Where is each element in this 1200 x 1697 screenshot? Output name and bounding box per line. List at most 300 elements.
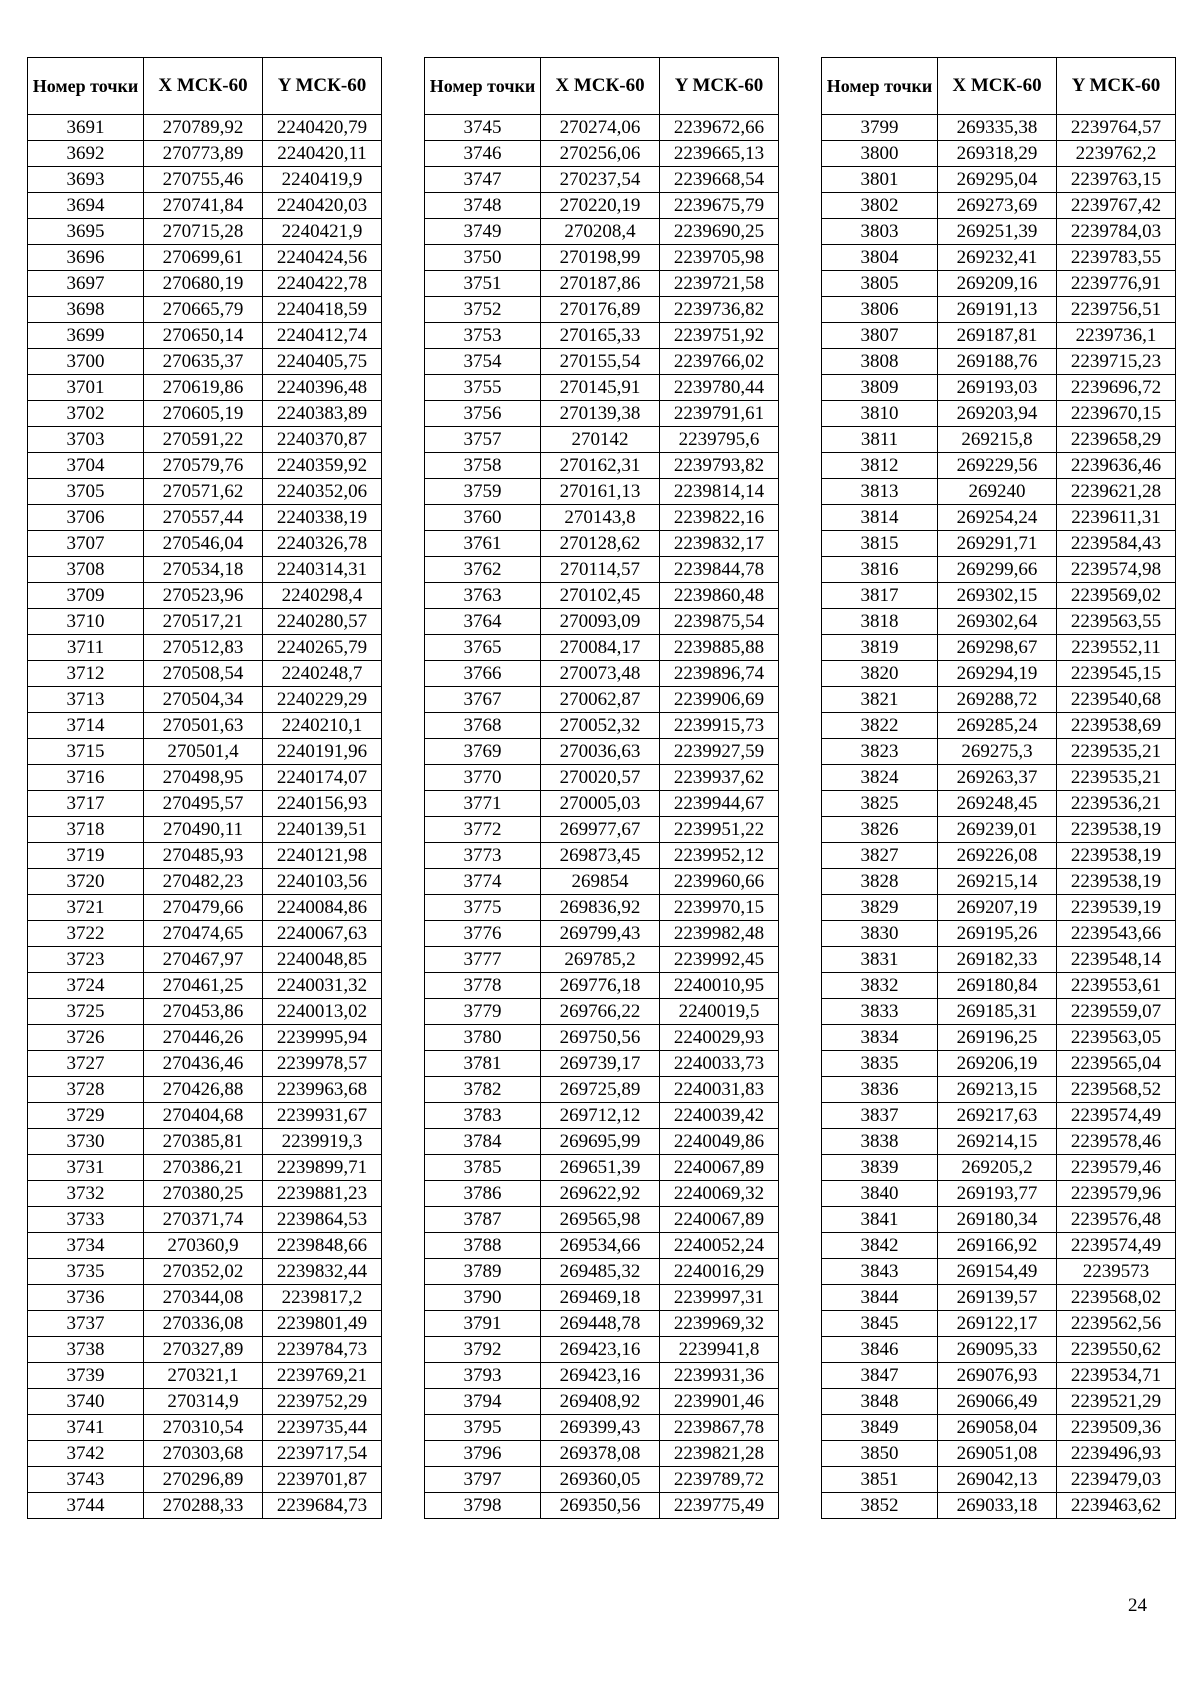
table-row <box>28 739 382 765</box>
point-number-cell: 3772 <box>425 817 541 843</box>
y-coordinate-cell: 2239791,61 <box>660 401 779 427</box>
y-coordinate-cell: 2239969,32 <box>660 1311 779 1337</box>
point-number-header: Номер точки <box>425 58 541 115</box>
table-row <box>425 843 779 869</box>
y-coordinate-cell: 2239690,25 <box>660 219 779 245</box>
x-coordinate-cell: 270741,84 <box>144 193 263 219</box>
table-row <box>28 1077 382 1103</box>
table-row <box>28 999 382 1025</box>
x-coordinate-cell: 269350,56 <box>541 1493 660 1519</box>
x-coordinate-cell: 269739,17 <box>541 1051 660 1077</box>
table-row <box>28 193 382 219</box>
y-coordinate-cell: 2240019,5 <box>660 999 779 1025</box>
table-row <box>425 401 779 427</box>
table-row <box>28 245 382 271</box>
point-number-cell: 3812 <box>822 453 938 479</box>
y-coordinate-cell: 2240326,78 <box>263 531 382 557</box>
table-row <box>822 1025 1176 1051</box>
x-coordinate-cell: 269180,34 <box>938 1207 1057 1233</box>
x-coordinate-cell: 270482,23 <box>144 869 263 895</box>
table-row <box>822 1311 1176 1337</box>
y-coordinate-cell: 2239901,46 <box>660 1389 779 1415</box>
x-coordinate-cell: 270005,03 <box>541 791 660 817</box>
table-row <box>822 1389 1176 1415</box>
table-row <box>822 921 1176 947</box>
table-row <box>822 1207 1176 1233</box>
table-row <box>425 713 779 739</box>
table-row <box>822 1415 1176 1441</box>
table-row <box>28 141 382 167</box>
y-coordinate-cell: 2240280,57 <box>263 609 382 635</box>
y-coordinate-cell: 2239701,87 <box>263 1467 382 1493</box>
table-row <box>425 895 779 921</box>
point-number-cell: 3826 <box>822 817 938 843</box>
table-row <box>28 1207 382 1233</box>
y-coordinate-cell: 2239548,14 <box>1057 947 1176 973</box>
table-row <box>425 219 779 245</box>
y-coordinate-cell: 2239899,71 <box>263 1155 382 1181</box>
x-coordinate-cell: 270128,62 <box>541 531 660 557</box>
y-coordinate-cell: 2240029,93 <box>660 1025 779 1051</box>
point-number-cell: 3821 <box>822 687 938 713</box>
point-number-cell: 3692 <box>28 141 144 167</box>
y-coordinate-cell: 2240420,79 <box>263 115 382 141</box>
table-row <box>822 817 1176 843</box>
point-number-cell: 3851 <box>822 1467 938 1493</box>
point-number-cell: 3796 <box>425 1441 541 1467</box>
table-row <box>28 323 382 349</box>
x-coordinate-cell: 269485,32 <box>541 1259 660 1285</box>
y-coordinate-cell: 2239915,73 <box>660 713 779 739</box>
y-coordinate-cell: 2240121,98 <box>263 843 382 869</box>
y-coordinate-cell: 2239568,52 <box>1057 1077 1176 1103</box>
table-row <box>822 661 1176 687</box>
table-row <box>822 167 1176 193</box>
x-coordinate-cell: 269836,92 <box>541 895 660 921</box>
x-coordinate-cell: 269799,43 <box>541 921 660 947</box>
x-coordinate-cell: 270446,26 <box>144 1025 263 1051</box>
x-coordinate-cell: 269335,38 <box>938 115 1057 141</box>
x-coordinate-cell: 270310,54 <box>144 1415 263 1441</box>
point-number-cell: 3702 <box>28 401 144 427</box>
y-coordinate-cell: 2239848,66 <box>263 1233 382 1259</box>
y-coordinate-cell: 2240049,86 <box>660 1129 779 1155</box>
table-row <box>425 1129 779 1155</box>
x-coordinate-cell: 269408,92 <box>541 1389 660 1415</box>
x-coordinate-cell: 270436,46 <box>144 1051 263 1077</box>
table-row <box>28 921 382 947</box>
x-coordinate-cell: 269042,13 <box>938 1467 1057 1493</box>
y-coordinate-cell: 2239574,98 <box>1057 557 1176 583</box>
y-coordinate-cell: 2239611,31 <box>1057 505 1176 531</box>
x-coordinate-cell: 269977,67 <box>541 817 660 843</box>
x-coordinate-cell: 270665,79 <box>144 297 263 323</box>
table-row <box>822 869 1176 895</box>
table-row <box>425 1051 779 1077</box>
point-number-cell: 3843 <box>822 1259 938 1285</box>
point-number-cell: 3699 <box>28 323 144 349</box>
y-coordinate-cell: 2239665,13 <box>660 141 779 167</box>
point-number-cell: 3691 <box>28 115 144 141</box>
y-coordinate-cell: 2239509,36 <box>1057 1415 1176 1441</box>
point-number-cell: 3729 <box>28 1103 144 1129</box>
point-number-cell: 3794 <box>425 1389 541 1415</box>
x-coordinate-cell: 269622,92 <box>541 1181 660 1207</box>
y-coordinate-cell: 2239550,62 <box>1057 1337 1176 1363</box>
y-coordinate-cell: 2239951,22 <box>660 817 779 843</box>
point-number-cell: 3823 <box>822 739 938 765</box>
y-coordinate-cell: 2240422,78 <box>263 271 382 297</box>
point-number-cell: 3811 <box>822 427 938 453</box>
point-number-cell: 3732 <box>28 1181 144 1207</box>
table-row <box>28 401 382 427</box>
x-coordinate-cell: 269232,41 <box>938 245 1057 271</box>
point-number-cell: 3790 <box>425 1285 541 1311</box>
table-row <box>28 1493 382 1519</box>
x-coordinate-cell: 270084,17 <box>541 635 660 661</box>
x-coordinate-cell: 269193,03 <box>938 375 1057 401</box>
table-row <box>425 583 779 609</box>
x-coordinate-cell: 270619,86 <box>144 375 263 401</box>
x-coordinate-cell: 270715,28 <box>144 219 263 245</box>
table-row <box>425 817 779 843</box>
y-coordinate-cell: 2239573 <box>1057 1259 1176 1285</box>
x-coordinate-cell: 270352,02 <box>144 1259 263 1285</box>
table-row <box>425 245 779 271</box>
x-coordinate-cell: 270453,86 <box>144 999 263 1025</box>
point-number-cell: 3695 <box>28 219 144 245</box>
x-coordinate-cell: 270501,4 <box>144 739 263 765</box>
y-coordinate-cell: 2240265,79 <box>263 635 382 661</box>
point-number-cell: 3705 <box>28 479 144 505</box>
x-coordinate-cell: 269195,26 <box>938 921 1057 947</box>
point-number-cell: 3782 <box>425 1077 541 1103</box>
table-row <box>28 1233 382 1259</box>
x-coordinate-cell: 270187,86 <box>541 271 660 297</box>
y-coordinate-cell: 2239762,2 <box>1057 141 1176 167</box>
point-number-cell: 3754 <box>425 349 541 375</box>
y-coordinate-cell: 2240010,95 <box>660 973 779 999</box>
x-coordinate-cell: 269302,64 <box>938 609 1057 635</box>
table-row <box>28 479 382 505</box>
table-row <box>28 531 382 557</box>
x-coordinate-cell: 269298,67 <box>938 635 1057 661</box>
y-coordinate-cell: 2239579,96 <box>1057 1181 1176 1207</box>
x-coordinate-cell: 269285,24 <box>938 713 1057 739</box>
y-coordinate-cell: 2239784,03 <box>1057 219 1176 245</box>
table-row <box>425 1311 779 1337</box>
y-coordinate-cell: 2240210,1 <box>263 713 382 739</box>
table-row <box>425 1493 779 1519</box>
point-number-cell: 3742 <box>28 1441 144 1467</box>
y-coordinate-cell: 2240103,56 <box>263 869 382 895</box>
y-coordinate-cell: 2239552,11 <box>1057 635 1176 661</box>
y-coordinate-cell: 2239684,73 <box>263 1493 382 1519</box>
y-coordinate-cell: 2239784,73 <box>263 1337 382 1363</box>
point-number-cell: 3815 <box>822 531 938 557</box>
y-coordinate-cell: 2239817,2 <box>263 1285 382 1311</box>
x-coordinate-cell: 269033,18 <box>938 1493 1057 1519</box>
table-row <box>425 479 779 505</box>
y-coordinate-cell: 2239775,49 <box>660 1493 779 1519</box>
y-coordinate-cell: 2239952,12 <box>660 843 779 869</box>
y-coordinate-cell: 2239763,15 <box>1057 167 1176 193</box>
point-number-cell: 3721 <box>28 895 144 921</box>
x-coordinate-cell: 270380,25 <box>144 1181 263 1207</box>
x-coordinate-cell: 269534,66 <box>541 1233 660 1259</box>
table-row <box>822 999 1176 1025</box>
table-row <box>822 791 1176 817</box>
x-coordinate-cell: 270288,33 <box>144 1493 263 1519</box>
y-coordinate-cell: 2239672,66 <box>660 115 779 141</box>
point-number-header: Номер точки <box>822 58 938 115</box>
point-number-cell: 3750 <box>425 245 541 271</box>
point-number-cell: 3818 <box>822 609 938 635</box>
x-coordinate-cell: 269205,2 <box>938 1155 1057 1181</box>
point-number-cell: 3733 <box>28 1207 144 1233</box>
table-row <box>822 219 1176 245</box>
x-coordinate-cell: 270327,89 <box>144 1337 263 1363</box>
y-coordinate-cell: 2239553,61 <box>1057 973 1176 999</box>
y-coordinate-cell: 2239463,62 <box>1057 1493 1176 1519</box>
y-coordinate-cell: 2239963,68 <box>263 1077 382 1103</box>
point-number-cell: 3789 <box>425 1259 541 1285</box>
y-coordinate-cell: 2239636,46 <box>1057 453 1176 479</box>
point-number-cell: 3714 <box>28 713 144 739</box>
y-coordinate-cell: 2239736,1 <box>1057 323 1176 349</box>
x-coordinate-cell: 270517,21 <box>144 609 263 635</box>
y-coordinate-cell: 2239717,54 <box>263 1441 382 1467</box>
point-number-cell: 3758 <box>425 453 541 479</box>
point-number-cell: 3836 <box>822 1077 938 1103</box>
point-number-cell: 3708 <box>28 557 144 583</box>
table-row <box>822 557 1176 583</box>
table-row <box>822 1077 1176 1103</box>
point-number-cell: 3838 <box>822 1129 938 1155</box>
table-row <box>425 193 779 219</box>
table-row <box>28 843 382 869</box>
x-coordinate-cell: 269182,33 <box>938 947 1057 973</box>
x-coordinate-cell: 270404,68 <box>144 1103 263 1129</box>
x-coordinate-cell: 269263,37 <box>938 765 1057 791</box>
y-coordinate-cell: 2239764,57 <box>1057 115 1176 141</box>
point-number-cell: 3808 <box>822 349 938 375</box>
point-number-cell: 3713 <box>28 687 144 713</box>
x-coordinate-cell: 269229,56 <box>938 453 1057 479</box>
x-coordinate-cell: 270114,57 <box>541 557 660 583</box>
point-number-cell: 3775 <box>425 895 541 921</box>
table-row <box>28 1181 382 1207</box>
y-coordinate-cell: 2239576,48 <box>1057 1207 1176 1233</box>
y-coordinate-cell: 2239563,05 <box>1057 1025 1176 1051</box>
y-coordinate-cell: 2240033,73 <box>660 1051 779 1077</box>
y-coordinate-cell: 2239780,44 <box>660 375 779 401</box>
table-row <box>28 973 382 999</box>
coordinate-table-3 <box>821 57 1176 1519</box>
point-number-cell: 3842 <box>822 1233 938 1259</box>
x-coordinate-cell: 270591,22 <box>144 427 263 453</box>
table-row <box>28 297 382 323</box>
point-number-cell: 3841 <box>822 1207 938 1233</box>
point-number-cell: 3751 <box>425 271 541 297</box>
y-coordinate-cell: 2239496,93 <box>1057 1441 1176 1467</box>
table-row <box>28 1415 382 1441</box>
y-coordinate-cell: 2239670,15 <box>1057 401 1176 427</box>
point-number-cell: 3731 <box>28 1155 144 1181</box>
table-row <box>28 1441 382 1467</box>
point-number-cell: 3798 <box>425 1493 541 1519</box>
y-coordinate-cell: 2239960,66 <box>660 869 779 895</box>
table-row <box>28 115 382 141</box>
table-row <box>28 791 382 817</box>
table-row <box>28 687 382 713</box>
y-coordinate-cell: 2239574,49 <box>1057 1233 1176 1259</box>
x-coordinate-cell: 269448,78 <box>541 1311 660 1337</box>
x-coordinate-cell: 269196,25 <box>938 1025 1057 1051</box>
point-number-cell: 3761 <box>425 531 541 557</box>
x-coordinate-cell: 270336,08 <box>144 1311 263 1337</box>
y-coordinate-cell: 2239521,29 <box>1057 1389 1176 1415</box>
point-number-cell: 3719 <box>28 843 144 869</box>
y-coordinate-cell: 2240048,85 <box>263 947 382 973</box>
y-coordinate-cell: 2239944,67 <box>660 791 779 817</box>
table-row <box>425 1077 779 1103</box>
point-number-cell: 3707 <box>28 531 144 557</box>
point-number-cell: 3832 <box>822 973 938 999</box>
x-coordinate-cell: 270052,32 <box>541 713 660 739</box>
table-row <box>822 401 1176 427</box>
x-coordinate-cell: 269058,04 <box>938 1415 1057 1441</box>
point-number-cell: 3760 <box>425 505 541 531</box>
x-coordinate-cell: 270161,13 <box>541 479 660 505</box>
table-row <box>822 687 1176 713</box>
x-coordinate-cell: 270467,97 <box>144 947 263 973</box>
table-row <box>822 739 1176 765</box>
point-number-cell: 3827 <box>822 843 938 869</box>
y-coordinate-cell: 2240359,92 <box>263 453 382 479</box>
table-row <box>425 1181 779 1207</box>
y-coordinate-cell: 2240419,9 <box>263 167 382 193</box>
y-coordinate-cell: 2239931,36 <box>660 1363 779 1389</box>
x-coordinate-cell: 270321,1 <box>144 1363 263 1389</box>
y-coordinate-cell: 2239735,44 <box>263 1415 382 1441</box>
table-row <box>28 1129 382 1155</box>
y-coordinate-cell: 2239479,03 <box>1057 1467 1176 1493</box>
table-row <box>425 1233 779 1259</box>
point-number-cell: 3745 <box>425 115 541 141</box>
table-row <box>28 1311 382 1337</box>
x-coordinate-cell: 270073,48 <box>541 661 660 687</box>
x-coordinate-cell: 269725,89 <box>541 1077 660 1103</box>
table-row <box>822 1181 1176 1207</box>
x-coordinate-cell: 269295,04 <box>938 167 1057 193</box>
table-row <box>425 973 779 999</box>
point-number-cell: 3847 <box>822 1363 938 1389</box>
x-coordinate-cell: 270139,38 <box>541 401 660 427</box>
y-coordinate-cell: 2239832,44 <box>263 1259 382 1285</box>
y-coordinate-cell: 2239793,82 <box>660 453 779 479</box>
table-row <box>822 609 1176 635</box>
y-coordinate-cell: 2239668,54 <box>660 167 779 193</box>
point-number-cell: 3799 <box>822 115 938 141</box>
point-number-cell: 3738 <box>28 1337 144 1363</box>
point-number-cell: 3820 <box>822 661 938 687</box>
table-row <box>425 869 779 895</box>
point-number-cell: 3844 <box>822 1285 938 1311</box>
y-coordinate-cell: 2239881,23 <box>263 1181 382 1207</box>
point-number-cell: 3748 <box>425 193 541 219</box>
table-row <box>425 323 779 349</box>
point-number-cell: 3710 <box>28 609 144 635</box>
x-coordinate-cell: 269214,15 <box>938 1129 1057 1155</box>
table-row <box>28 947 382 973</box>
y-coordinate-cell: 2239767,42 <box>1057 193 1176 219</box>
x-coordinate-cell: 269209,16 <box>938 271 1057 297</box>
table-row <box>822 271 1176 297</box>
y-coordinate-cell: 2239563,55 <box>1057 609 1176 635</box>
table-row <box>425 297 779 323</box>
point-number-cell: 3763 <box>425 583 541 609</box>
point-number-cell: 3741 <box>28 1415 144 1441</box>
table-row <box>425 765 779 791</box>
table-row <box>28 1259 382 1285</box>
x-coordinate-cell: 269185,31 <box>938 999 1057 1025</box>
x-coordinate-cell: 270344,08 <box>144 1285 263 1311</box>
x-coordinate-cell: 270512,83 <box>144 635 263 661</box>
y-coordinate-cell: 2240191,96 <box>263 739 382 765</box>
table-row <box>822 1337 1176 1363</box>
point-number-cell: 3725 <box>28 999 144 1025</box>
point-number-cell: 3693 <box>28 167 144 193</box>
table-row <box>822 1285 1176 1311</box>
y-coordinate-cell: 2240420,11 <box>263 141 382 167</box>
table-row <box>822 453 1176 479</box>
y-coordinate-cell: 2239822,16 <box>660 505 779 531</box>
coordinate-table-1 <box>27 57 382 1519</box>
table-row <box>28 609 382 635</box>
y-coordinate-header: Y МСК-60 <box>263 58 382 115</box>
point-number-cell: 3793 <box>425 1363 541 1389</box>
y-coordinate-cell: 2239795,6 <box>660 427 779 453</box>
y-coordinate-cell: 2240418,59 <box>263 297 382 323</box>
x-coordinate-cell: 270165,33 <box>541 323 660 349</box>
x-coordinate-cell: 270176,89 <box>541 297 660 323</box>
point-number-cell: 3728 <box>28 1077 144 1103</box>
x-coordinate-cell: 269187,81 <box>938 323 1057 349</box>
point-number-cell: 3804 <box>822 245 938 271</box>
x-coordinate-cell: 270385,81 <box>144 1129 263 1155</box>
y-coordinate-cell: 2240139,51 <box>263 817 382 843</box>
point-number-cell: 3753 <box>425 323 541 349</box>
table-row <box>425 271 779 297</box>
table-row <box>425 635 779 661</box>
table-row <box>425 687 779 713</box>
y-coordinate-cell: 2239766,02 <box>660 349 779 375</box>
table-row <box>28 1103 382 1129</box>
x-coordinate-cell: 269299,66 <box>938 557 1057 583</box>
table-row <box>425 921 779 947</box>
x-coordinate-cell: 269215,14 <box>938 869 1057 895</box>
y-coordinate-cell: 2239821,28 <box>660 1441 779 1467</box>
table-row <box>425 791 779 817</box>
x-coordinate-cell: 270699,61 <box>144 245 263 271</box>
x-coordinate-cell: 270571,62 <box>144 479 263 505</box>
y-coordinate-cell: 2239621,28 <box>1057 479 1176 505</box>
point-number-cell: 3807 <box>822 323 938 349</box>
y-coordinate-cell: 2240352,06 <box>263 479 382 505</box>
x-coordinate-cell: 269076,93 <box>938 1363 1057 1389</box>
point-number-cell: 3830 <box>822 921 938 947</box>
